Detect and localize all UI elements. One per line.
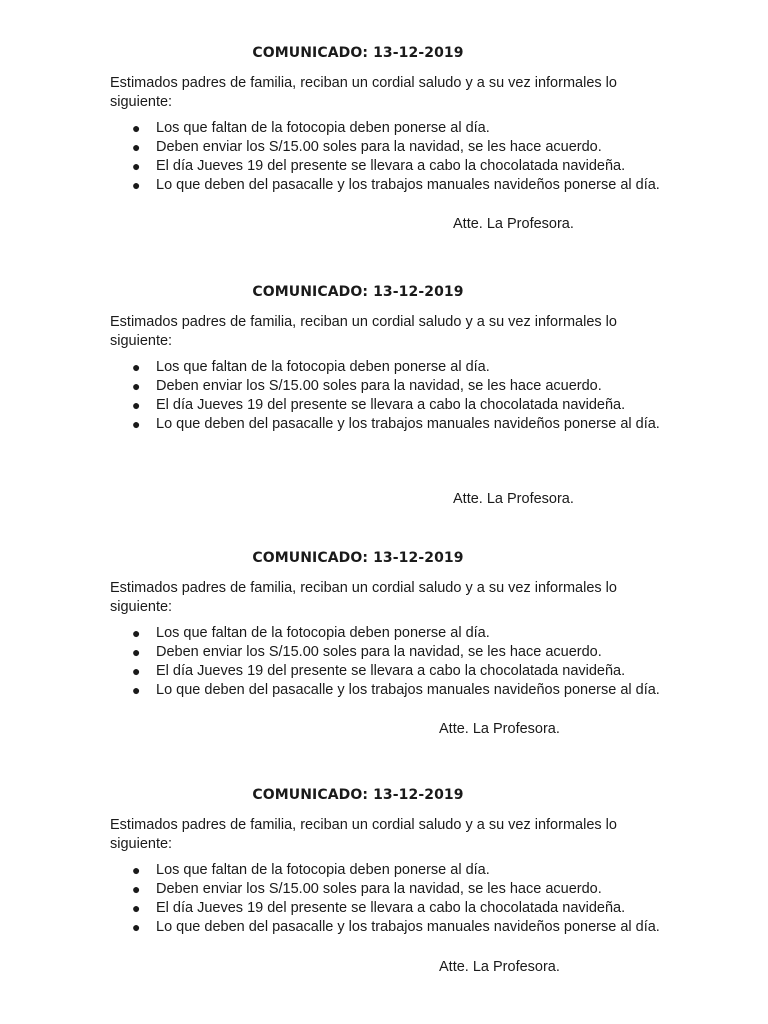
notice-intro: Estimados padres de familia, reciban un cordial saludo y a su vez informales lo siguiente:: [110, 817, 617, 852]
list-item-text: Deben enviar los S/15.00 soles para la navidad, se les hace acuerdo.: [156, 881, 602, 897]
list-item-text: Lo que deben del pasacalle y los trabajos manuales navideños ponerse al día.: [156, 682, 660, 698]
notice-block: [110, 283, 670, 434]
list-item: [110, 861, 671, 880]
list-item: [110, 918, 671, 937]
notice-intro: Estimados padres de familia, reciban un cordial saludo y a su vez informales lo siguiente:: [110, 75, 617, 110]
list-item: [110, 880, 671, 899]
bullet-icon: ●: [132, 682, 141, 698]
bullet-icon: ●: [132, 139, 141, 155]
notice-list: [110, 861, 670, 937]
bullet-icon: ●: [132, 158, 141, 174]
list-item: [110, 377, 671, 396]
list-item: [110, 396, 671, 415]
bullet-icon: ●: [132, 862, 141, 878]
signature: Atte. La Profesora.: [453, 216, 574, 232]
bullet-icon: ●: [132, 644, 141, 660]
notice-list: [110, 119, 670, 195]
list-item-text: Deben enviar los S/15.00 soles para la navidad, se les hace acuerdo.: [156, 378, 602, 394]
list-item: [110, 681, 671, 700]
bullet-icon: ●: [132, 881, 141, 897]
list-item-text: Los que faltan de la fotocopia deben ponerse al día.: [156, 120, 490, 136]
bullet-icon: ●: [132, 359, 141, 375]
list-item: [110, 119, 671, 138]
list-item: [110, 157, 671, 176]
bullet-icon: ●: [132, 625, 141, 641]
notice-title: COMUNICADO: 13-12-2019: [252, 787, 464, 803]
signature: Atte. La Profesora.: [439, 959, 560, 975]
list-item-text: Lo que deben del pasacalle y los trabajos manuales navideños ponerse al día.: [156, 177, 660, 193]
notice-block: [110, 44, 670, 195]
notice-title: COMUNICADO: 13-12-2019: [252, 550, 464, 566]
notice-list: [110, 624, 670, 700]
list-item-text: Deben enviar los S/15.00 soles para la navidad, se les hace acuerdo.: [156, 644, 602, 660]
list-item-text: Deben enviar los S/15.00 soles para la navidad, se les hace acuerdo.: [156, 139, 602, 155]
bullet-icon: ●: [132, 397, 141, 413]
bullet-icon: ●: [132, 919, 141, 935]
bullet-icon: ●: [132, 177, 141, 193]
list-item: [110, 624, 671, 643]
list-item: [110, 662, 671, 681]
list-item-text: Lo que deben del pasacalle y los trabajos manuales navideños ponerse al día.: [156, 416, 660, 432]
notice-block: [110, 549, 670, 700]
notice-intro: Estimados padres de familia, reciban un cordial saludo y a su vez informales lo siguiente:: [110, 314, 617, 349]
list-item: [110, 643, 671, 662]
list-item-text: El día Jueves 19 del presente se llevara a cabo la chocolatada navideña.: [156, 158, 626, 174]
list-item-text: Los que faltan de la fotocopia deben ponerse al día.: [156, 862, 490, 878]
bullet-icon: ●: [132, 416, 141, 432]
bullet-icon: ●: [132, 900, 141, 916]
notice-title: COMUNICADO: 13-12-2019: [252, 284, 464, 300]
list-item-text: El día Jueves 19 del presente se llevara a cabo la chocolatada navideña.: [156, 397, 626, 413]
list-item-text: Lo que deben del pasacalle y los trabajos manuales navideños ponerse al día.: [156, 919, 660, 935]
list-item-text: Los que faltan de la fotocopia deben ponerse al día.: [156, 359, 490, 375]
notice-intro: Estimados padres de familia, reciban un cordial saludo y a su vez informales lo siguiente:: [110, 580, 617, 615]
notice-list: [110, 358, 670, 434]
signature: Atte. La Profesora.: [439, 721, 560, 737]
list-item: [110, 899, 671, 918]
bullet-icon: ●: [132, 663, 141, 679]
list-item: [110, 176, 671, 195]
bullet-icon: ●: [132, 120, 141, 136]
notice-title: COMUNICADO: 13-12-2019: [252, 45, 464, 61]
list-item: [110, 415, 671, 434]
list-item: [110, 358, 671, 377]
bullet-icon: ●: [132, 378, 141, 394]
notice-block: [110, 786, 670, 937]
list-item: [110, 138, 671, 157]
list-item-text: Los que faltan de la fotocopia deben ponerse al día.: [156, 625, 490, 641]
list-item-text: El día Jueves 19 del presente se llevara a cabo la chocolatada navideña.: [156, 900, 626, 916]
list-item-text: El día Jueves 19 del presente se llevara a cabo la chocolatada navideña.: [156, 663, 626, 679]
signature: Atte. La Profesora.: [453, 491, 574, 507]
